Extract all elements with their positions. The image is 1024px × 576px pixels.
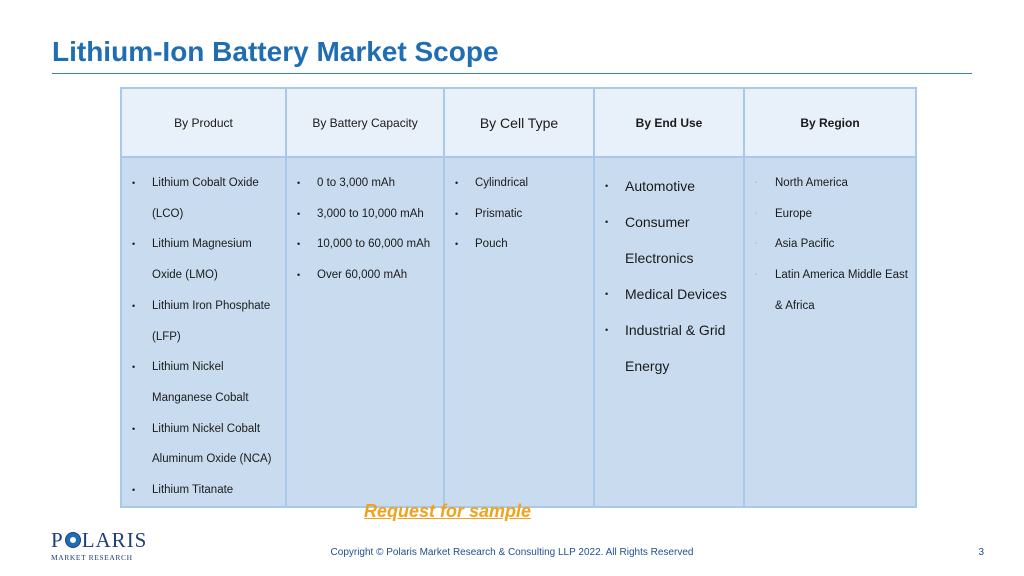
bullet-icon: •	[605, 325, 609, 335]
region-list	[751, 168, 911, 322]
end-use-list	[601, 168, 739, 384]
bullet-icon: •	[132, 485, 136, 496]
list-item: • Lithium Magnesium Oxide (LMO)	[128, 229, 281, 290]
header-row	[121, 88, 916, 157]
bullet-icon: •	[455, 239, 459, 250]
copyright-text: Copyright © Polaris Market Research & Consulting LLP 2022. All Rights Reserved	[330, 547, 694, 558]
battery-capacity-list	[293, 168, 439, 291]
product-cell	[121, 157, 286, 507]
compass-icon	[65, 532, 81, 548]
region-cell	[744, 157, 916, 507]
header-by-cell-type: By Cell Type	[444, 88, 594, 157]
bullet-icon: •	[132, 300, 136, 311]
title-divider	[52, 73, 972, 74]
list-item: • Lithium Nickel Cobalt Aluminum Oxide (NCA)	[128, 414, 281, 475]
list-item: • Cylindrical	[451, 168, 589, 199]
list-item: • Consumer Electronics	[601, 204, 739, 276]
bullet-icon: •	[297, 208, 301, 219]
list-item: • Lithium Titanate	[128, 475, 281, 506]
bullet-icon: •	[605, 181, 609, 191]
request-sample-link[interactable]: Request for sample	[364, 501, 532, 521]
cell-type-cell	[444, 157, 594, 507]
bullet-icon: •	[455, 178, 459, 188]
battery-capacity-cell	[286, 157, 444, 507]
list-item: • 0 to 3,000 mAh	[293, 168, 439, 199]
logo-subtitle: MARKET RESEARCH	[51, 553, 133, 562]
list-item: • Automotive	[601, 168, 739, 204]
page-title: Lithium-Ion Battery Market Scope	[52, 36, 499, 67]
list-item: • Medical Devices	[601, 276, 739, 312]
bullet-icon: •	[132, 178, 136, 188]
list-item: • 10,000 to 60,000 mAh	[293, 229, 439, 260]
product-list	[128, 168, 281, 506]
market-scope-table	[120, 87, 917, 508]
bullet-icon: •	[297, 239, 301, 250]
bullet-icon: •	[605, 217, 609, 227]
bullet-icon: ·	[755, 209, 758, 217]
bullet-icon: ·	[755, 179, 758, 186]
list-item: • 3,000 to 10,000 mAh	[293, 199, 439, 230]
bullet-icon: •	[132, 239, 136, 250]
list-item: • Industrial & Grid Energy	[601, 312, 739, 384]
list-item: · North America	[751, 168, 911, 199]
header-by-region: By Region	[744, 88, 916, 157]
list-item: • Over 60,000 mAh	[293, 260, 439, 291]
bullet-icon: •	[132, 362, 136, 373]
header-by-product: By Product	[121, 88, 286, 157]
bullet-icon: •	[132, 423, 136, 434]
cell-type-list	[451, 168, 589, 260]
list-item: · Latin America Middle East & Africa	[751, 260, 911, 321]
list-item: • Prismatic	[451, 199, 589, 230]
bullet-icon: ·	[755, 240, 758, 248]
page-number: 3	[978, 547, 984, 558]
list-item: • Lithium Nickel Manganese Cobalt	[128, 352, 281, 413]
bullet-icon: •	[297, 178, 301, 188]
list-item: • Lithium Cobalt Oxide (LCO)	[128, 168, 281, 229]
bullet-icon: •	[455, 208, 459, 219]
bullet-icon: •	[605, 289, 609, 299]
list-item: • Pouch	[451, 229, 589, 260]
content-row	[121, 157, 916, 507]
bullet-icon: ·	[755, 271, 758, 279]
bullet-icon: •	[297, 270, 301, 281]
list-item: · Asia Pacific	[751, 229, 911, 260]
list-item: • Lithium Iron Phosphate (LFP)	[128, 291, 281, 352]
logo-wordmark: P LARIS	[51, 528, 148, 552]
header-by-end-use: By End Use	[594, 88, 744, 157]
end-use-cell	[594, 157, 744, 507]
list-item: · Europe	[751, 199, 911, 230]
header-by-battery-capacity: By Battery Capacity	[286, 88, 444, 157]
